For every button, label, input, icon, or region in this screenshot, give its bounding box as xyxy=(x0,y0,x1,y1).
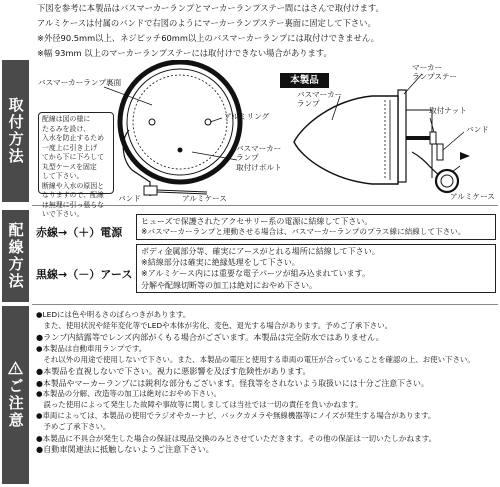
red-wire-desc: ヒューズで保護されたアクセサリー系の電源に結線して下さい。 ※バスマーカーランプと連動させる場合は、バスマーカーランプのプラス線に結線して下さい。 xyxy=(136,214,496,240)
black-wire-label: 黒線→（－）アース xyxy=(36,268,133,281)
wiring-note-box: 配線は図の様に たるみを設け、 入水を防止するため 一度上に引き上げ てから下に下ろして 丸型ケースを固定 して下さい。 断線や入水の原因と なりますので、配線 は無理に引っ張らな いで下さい。 xyxy=(38,112,114,194)
alumi-case-right-label: アルミケース xyxy=(450,192,495,201)
stay-label: マーカー ランプステー xyxy=(412,63,458,82)
caution-item: ●本製品を直視しないで下さい。視力に悪影響を及ぼす危険性があります。 xyxy=(36,365,311,376)
band-label: バンド xyxy=(466,125,489,134)
alumi-case-bottom-label: アルミケース xyxy=(182,194,227,203)
caution-item: ●車両によっては、本製品の使用でラジオやカーナビ、バックカメラや無線機器等にノイズが発生する場合があります。 予めご了承下さい。 xyxy=(36,411,436,432)
section-install: 取付方法 xyxy=(2,60,29,202)
bus-lamp-label: バスマーカー ランプ xyxy=(297,90,343,109)
bolt-label: バスマーカー ランプ 取付けボルト xyxy=(236,144,282,172)
lamp-back-label: バスマーカーランプ裏面 xyxy=(38,78,122,87)
ring-label: アルミリング xyxy=(224,112,270,121)
caution-item: ●本製品に不具合が発生した場合の保証は現品交換のみとさせていただきます。その他の保証は一切いたしかねます。 xyxy=(36,434,437,444)
caution-item: ●本製品の分解、改造等の加工は絶対におやめ下さい。 誤った使用によって発生した故障や事故等に関しましては当社では一切の責任を負いかねます。 xyxy=(36,389,363,410)
warning-icon xyxy=(8,361,23,375)
section-wiring: 配線方法 xyxy=(2,210,29,302)
main-product-badge: 本製品 xyxy=(280,73,329,88)
caution-item: ●本製品は自動車用ランプです。 それ以外の用途で使用しないで下さい。また、本製品の電圧と使用する車両の電圧が合っていることを確認の上、お使い下さい。 xyxy=(36,343,475,364)
section-caution: ご注意 xyxy=(2,306,29,484)
caution-list xyxy=(36,310,496,456)
red-wire-label: 赤線→（＋）電源 xyxy=(36,226,123,239)
caution-item: ●本製品やマーカーランプには鋭利な部分もございます。怪我等をされないよう取扱いには十分ご注意下さい。 xyxy=(36,378,429,388)
caution-item: ●LEDには色や明るさのばらつきがあります。 また、使用状況や経年変化等でLEDや本体が劣化、変色、退光する場合があります。予めご了承下さい。 xyxy=(36,310,393,330)
nut-label: 取付ナット xyxy=(429,106,467,115)
band-bottom-label: バンド xyxy=(118,194,141,203)
intro-line-4: ※幅 93mm 以上のマーカーランプステーには取付けできない場合があります。 xyxy=(37,48,332,58)
intro-line-2: アルミケースは付属のバンドで右図のようにマーカーランプステー裏面に固定して下さい。 xyxy=(37,18,376,28)
black-wire-desc: ボディ金属部分等、確実にアースがとれる場所に結線して下さい。 ※結線部分は確実に絶縁処理をして下さい。 ※アルミケース内には重要な電子パーツが組み込まれています。 分解や配線切断等の加工は絶対におやめ下さい。 xyxy=(136,244,496,293)
caution-item: ●自動車関連法に抵触しないようご注意下さい。 xyxy=(36,444,214,455)
divider xyxy=(32,304,498,305)
intro-line-3: ※外径90.5mm以上、ネジピッチ60mm以上のバスマーカーランプには取付けできません。 xyxy=(37,33,379,43)
intro-line-1: 下図を参考に本製品はバスマーカーランプとマーカーランプステー間にはさんで取付けます。 xyxy=(37,3,384,13)
caution-item: ●ランプ内結露等でレンズ内部がくもる場合がございます。本製品は完全防水ではありません。 xyxy=(36,331,384,342)
